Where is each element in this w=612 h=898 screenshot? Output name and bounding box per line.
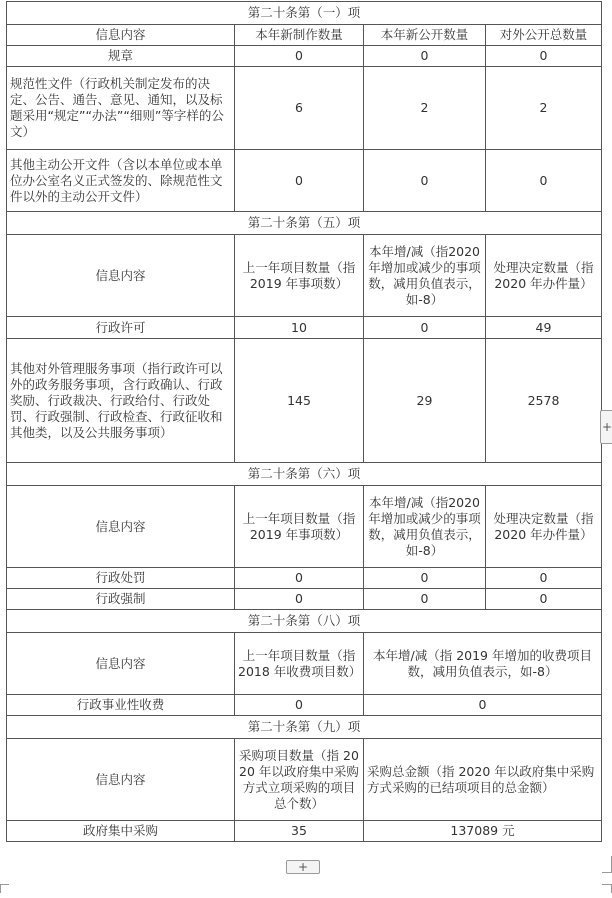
header-cell: 信息内容	[7, 633, 235, 695]
column-header-row	[7, 235, 602, 317]
value-cell: 0	[235, 150, 364, 212]
section-title: 第二十条第（一）项	[7, 2, 602, 25]
header-cell: 本年新公开数量	[364, 25, 486, 46]
item-label: 行政处罚	[7, 568, 235, 589]
item-label: 行政事业性收费	[7, 695, 235, 716]
column-header-row	[7, 739, 602, 821]
header-cell: 本年增/减（指2020 年增加或减少的事项数，减用负值表示，如-8）	[364, 486, 486, 568]
value-cell: 0	[235, 46, 364, 67]
section-header-row	[7, 610, 602, 633]
header-cell: 处理决定数量（指 2020 年办件量）	[486, 486, 602, 568]
header-cell: 本年新制作数量	[235, 25, 364, 46]
table-row	[7, 568, 602, 589]
value-cell: 0	[364, 568, 486, 589]
item-label: 规章	[7, 46, 235, 67]
column-header-row	[7, 25, 602, 46]
page-corner-mark	[602, 884, 612, 893]
item-label: 政府集中采购	[7, 821, 235, 842]
table-row	[7, 67, 602, 150]
value-cell: 29	[364, 339, 486, 463]
value-cell: 35	[235, 821, 364, 842]
header-cell: 上一年项目数量（指 2019 年事项数）	[235, 486, 364, 568]
table-row	[7, 589, 602, 610]
header-cell: 上一年项目数量（指 2019 年事项数）	[235, 235, 364, 317]
table-resize-handle[interactable]	[602, 856, 612, 873]
header-cell: 信息内容	[7, 739, 235, 821]
value-cell: 0	[235, 695, 364, 716]
value-cell: 145	[235, 339, 364, 463]
section-header-row	[7, 2, 602, 25]
add-column-icon[interactable]: +	[600, 410, 612, 444]
section-title: 第二十条第（五）项	[7, 212, 602, 235]
table-row	[7, 150, 602, 212]
value-cell: 137089 元	[364, 821, 602, 842]
table-row	[7, 339, 602, 463]
column-header-row	[7, 486, 602, 568]
value-cell: 2	[364, 67, 486, 150]
header-cell: 采购总金额（指 2020 年以政府集中采购方式采购的已结项项目的总金额）	[364, 739, 602, 821]
value-cell: 0	[364, 46, 486, 67]
value-cell: 6	[235, 67, 364, 150]
section-header-row	[7, 463, 602, 486]
header-cell: 对外公开总数量	[486, 25, 602, 46]
value-cell: 2578	[486, 339, 602, 463]
value-cell: 0	[235, 589, 364, 610]
disclosure-table	[6, 1, 602, 842]
value-cell: 49	[486, 317, 602, 339]
value-cell: 0	[364, 150, 486, 212]
section-title: 第二十条第（八）项	[7, 610, 602, 633]
header-cell: 本年增/减（指 2019 年增加的收费项目数，减用负值表示，如-8）	[364, 633, 602, 695]
add-row-icon[interactable]: +	[286, 860, 320, 874]
table-row	[7, 695, 602, 716]
header-cell: 信息内容	[7, 486, 235, 568]
section-header-row	[7, 212, 602, 235]
header-cell: 上一年项目数量（指 2018 年收费项目数）	[235, 633, 364, 695]
value-cell: 0	[364, 589, 486, 610]
header-cell: 处理决定数量（指 2020 年办件量）	[486, 235, 602, 317]
value-cell: 0	[486, 589, 602, 610]
value-cell: 10	[235, 317, 364, 339]
table-row	[7, 317, 602, 339]
value-cell: 0	[486, 150, 602, 212]
section-title: 第二十条第（九）项	[7, 716, 602, 739]
value-cell: 0	[486, 46, 602, 67]
table-row	[7, 821, 602, 842]
page-corner-mark	[0, 884, 9, 893]
value-cell: 0	[364, 695, 602, 716]
header-cell: 信息内容	[7, 235, 235, 317]
item-label: 其他对外管理服务事项（指行政许可以外的政务服务事项，含行政确认、行政奖励、行政裁决、行政给付、行政处罚、行政强制、行政检查、行政征收和其他类，以及公共服务事项）	[7, 339, 235, 463]
value-cell: 0	[364, 317, 486, 339]
header-cell: 本年增/减（指2020 年增加或减少的事项数，减用负值表示，如-8）	[364, 235, 486, 317]
section-title: 第二十条第（六）项	[7, 463, 602, 486]
column-header-row	[7, 633, 602, 695]
table-row	[7, 46, 602, 67]
header-cell: 采购项目数量（指 2020 年以政府集中采购方式立项采购的项目总个数）	[235, 739, 364, 821]
value-cell: 0	[486, 568, 602, 589]
item-label: 规范性文件（行政机关制定发布的决定、公告、通告、意见、通知，以及标题采用“规定”“办法”“细则”等字样的公文）	[7, 67, 235, 150]
item-label: 其他主动公开文件（含以本单位或本单位办公室名义正式签发的、除规范性文件以外的主动公开文件）	[7, 150, 235, 212]
value-cell: 2	[486, 67, 602, 150]
value-cell: 0	[235, 568, 364, 589]
item-label: 行政许可	[7, 317, 235, 339]
section-header-row	[7, 716, 602, 739]
item-label: 行政强制	[7, 589, 235, 610]
header-cell: 信息内容	[7, 25, 235, 46]
